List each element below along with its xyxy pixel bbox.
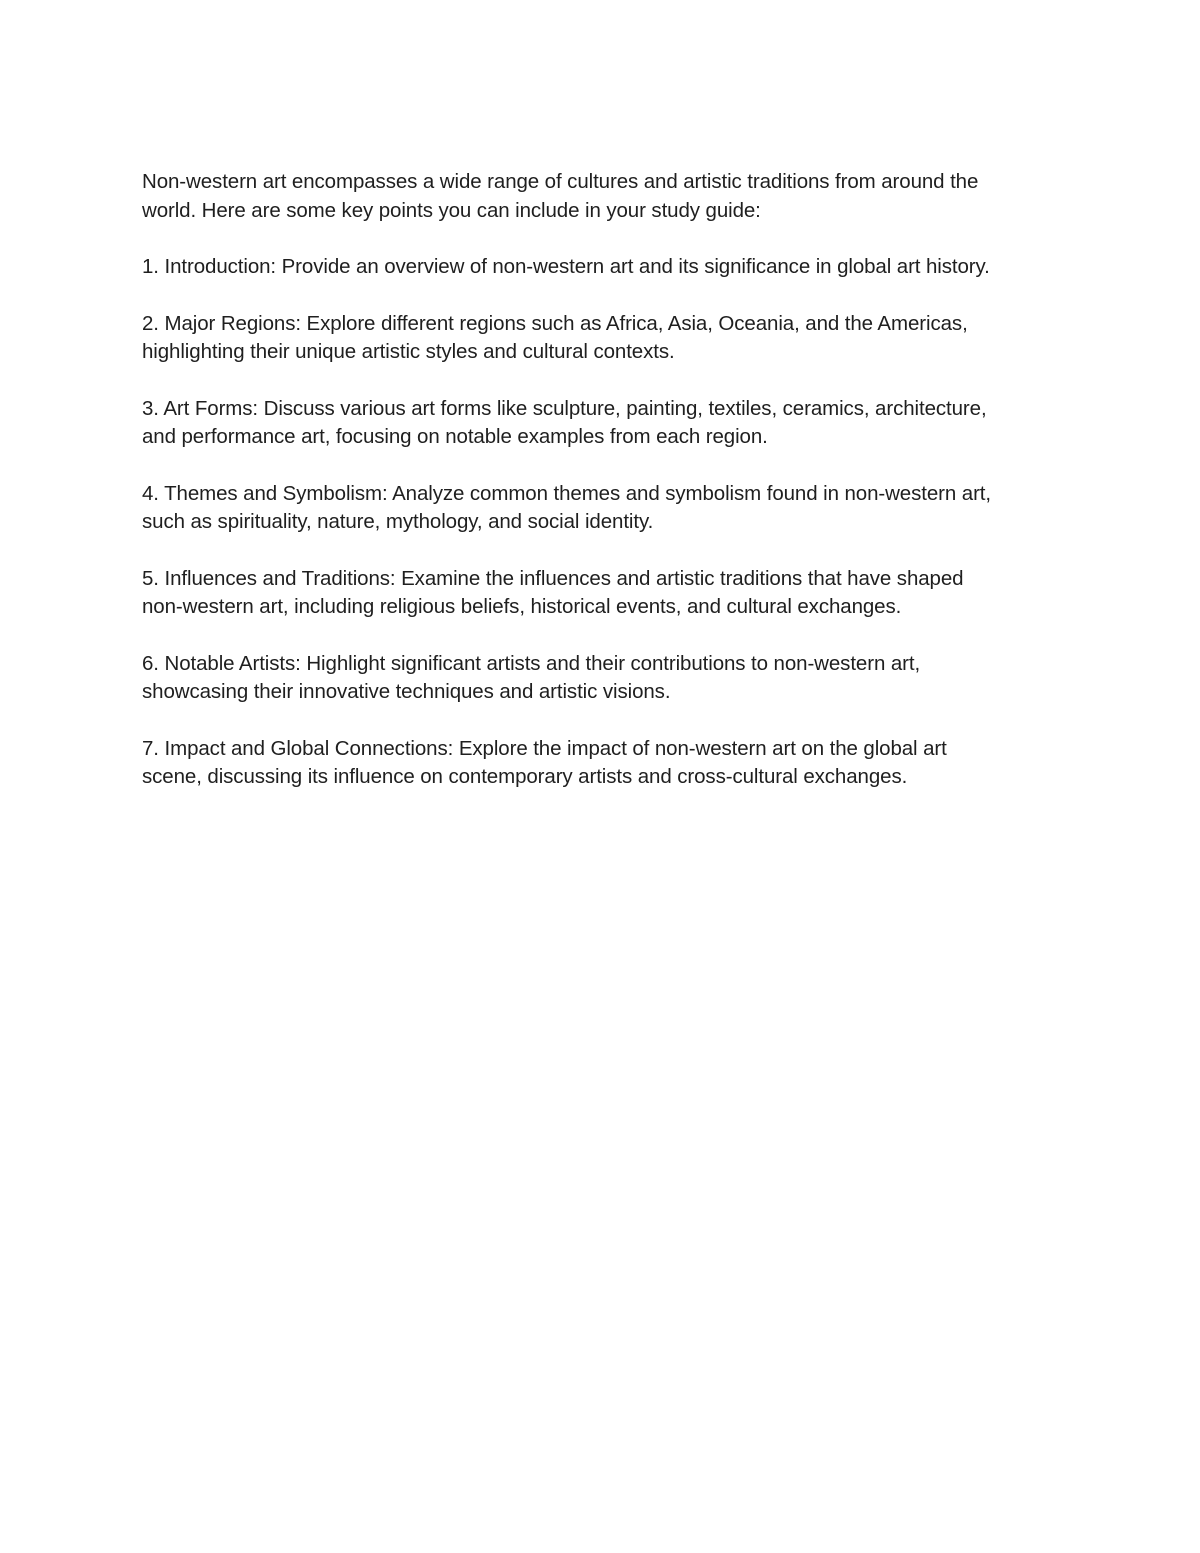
- point-line: 1. Introduction: Provide an overview of non-western art and its significance in global art history.: [142, 255, 990, 278]
- point-art-forms: [142, 395, 1062, 452]
- point-major-regions: [142, 310, 1062, 367]
- point-line: 6. Notable Artists: Highlight significant artists and their contributions to non-western art,: [142, 651, 921, 675]
- point-line: showcasing their innovative techniques and artistic visions.: [142, 680, 671, 703]
- point-influences-traditions: [142, 565, 1062, 622]
- point-line: highlighting their unique artistic styles and cultural contexts.: [142, 340, 675, 363]
- intro-line: world. Here are some key points you can include in your study guide:: [142, 198, 761, 222]
- point-line: 5. Influences and Traditions: Examine the influences and artistic traditions that have shaped: [142, 566, 964, 590]
- intro-paragraph: [142, 168, 1062, 225]
- intro-line: Non-western art encompasses a wide range of cultures and artistic traditions from around the: [142, 170, 979, 193]
- point-line: non-western art, including religious beliefs, historical events, and cultural exchanges.: [142, 595, 902, 618]
- point-line: and performance art, focusing on notable examples from each region.: [142, 425, 768, 448]
- document-body: [142, 168, 1062, 820]
- point-line: 2. Major Regions: Explore different regions such as Africa, Asia, Oceania, and the Americas,: [142, 311, 968, 335]
- point-line: 7. Impact and Global Connections: Explore the impact of non-western art on the global art: [142, 736, 947, 760]
- point-introduction: [142, 253, 1062, 282]
- point-impact-global: [142, 735, 1062, 792]
- point-line: such as spirituality, nature, mythology, and social identity.: [142, 510, 654, 533]
- point-line: scene, discussing its influence on contemporary artists and cross-cultural exchanges.: [142, 765, 908, 788]
- point-notable-artists: [142, 650, 1062, 707]
- point-line: 3. Art Forms: Discuss various art forms like sculpture, painting, textiles, ceramics, architecture,: [142, 396, 987, 420]
- point-line: 4. Themes and Symbolism: Analyze common themes and symbolism found in non-western art,: [142, 481, 991, 505]
- point-themes-symbolism: [142, 480, 1062, 537]
